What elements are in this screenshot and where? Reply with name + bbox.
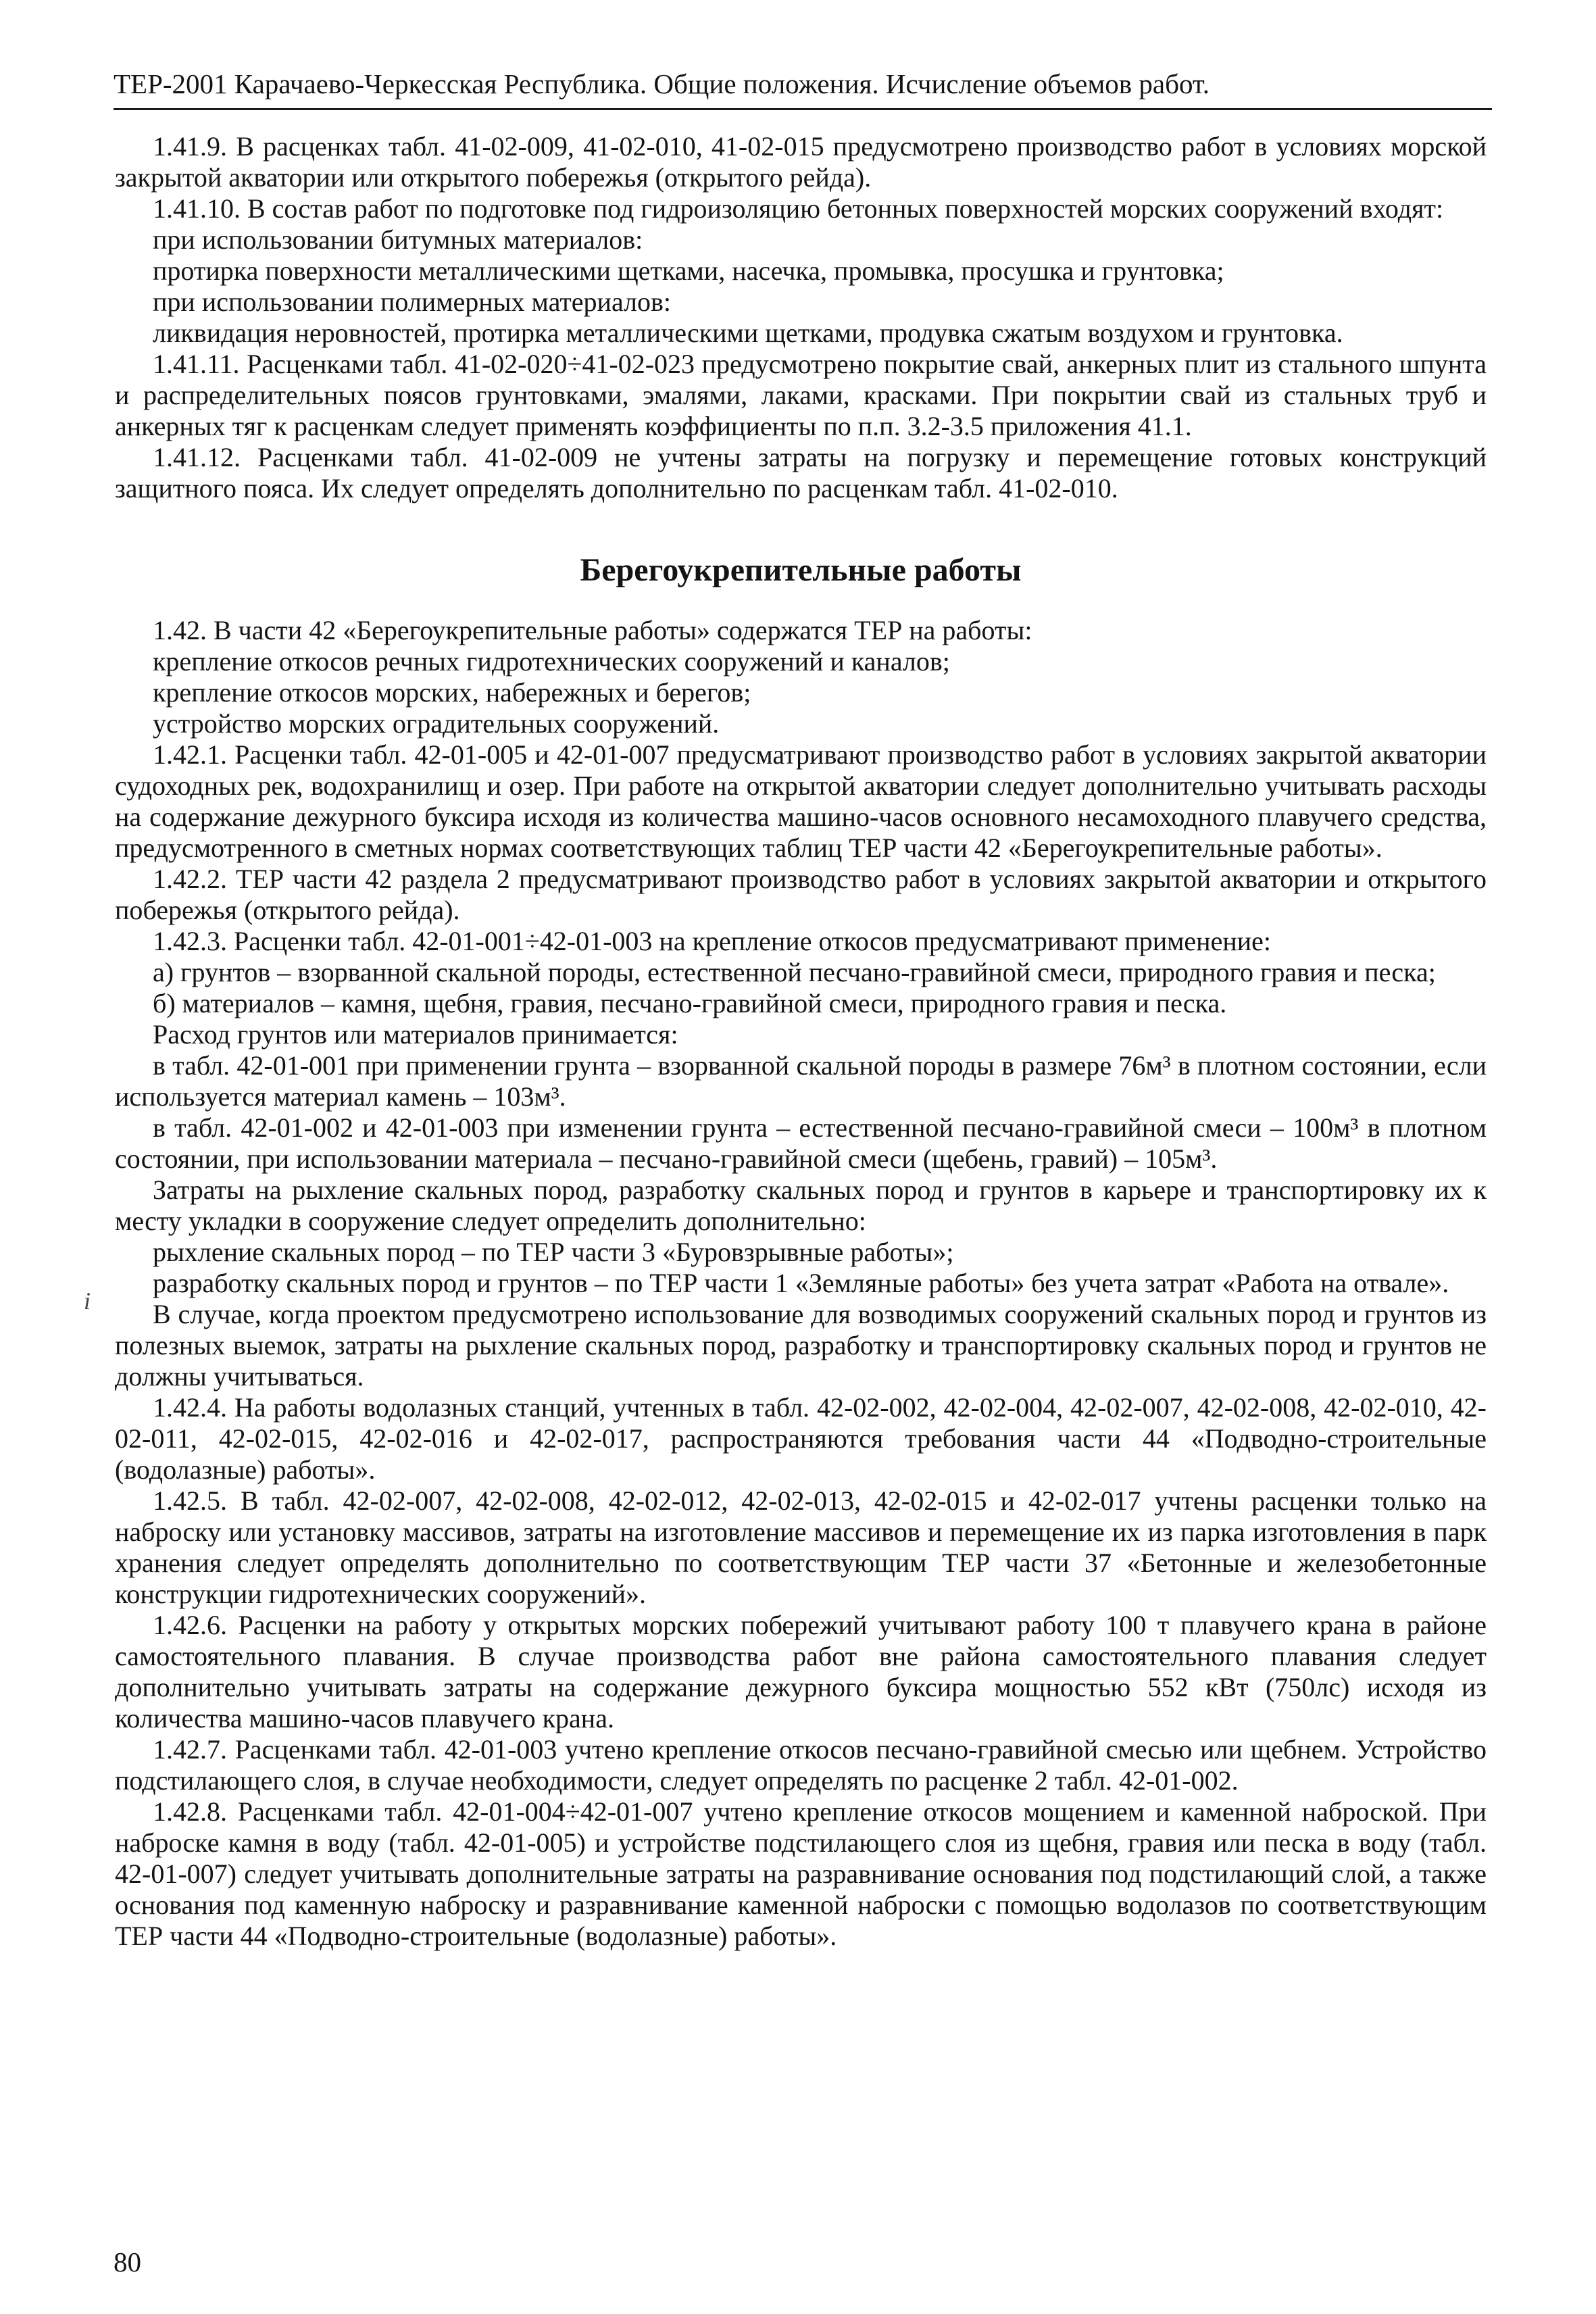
paragraph: при использовании битумных материалов: <box>153 224 643 255</box>
paragraph: 1.41.9. В расценках табл. 41-02-009, 41-02-010, 41-02-015 предусмотрено производство работ в условиях морской закрытой акватории или открытого побережья (открытого рейда). <box>115 131 1487 193</box>
paragraph: Расход грунтов или материалов принимается: <box>153 1019 678 1050</box>
paragraph: В случае, когда проектом предусмотрено использование для возводимых сооружений скальных пород и грунтов из полезных выемок, затраты на рыхление скальных пород, разработку и транспортировку скальных пород и грунтов не должны учитываться. <box>115 1299 1487 1392</box>
paragraph: 1.41.11. Расценками табл. 41-02-020÷41-02-023 предусмотрено покрытие свай, анкерных плит из стального шпунта и распределительных поясов грунтовками, эмалями, лаками, красками. При покрытии свай из стальных труб и анкерных тяг к расценкам следует применять коэффициенты по п.п. 3.2-3.5 приложения 41.1. <box>115 349 1487 441</box>
paragraph: 1.42.8. Расценками табл. 42-01-004÷42-01-007 учтено крепление откосов мощением и каменной наброской. При наброске камня в воду (табл. 42-01-005) и устройстве подстилающего слоя из щебня, гравия или песка в воду (табл. 42-01-007) следует учитывать дополнительные затраты на разравнивание основания под подстилающий слой, а также основания под каменную наброску и разравнивание каменной наброски с помощью водолазов по соответствующим ТЕР части 44 «Подводно-строительные (водолазные) работы». <box>115 1796 1487 1951</box>
paragraph: 1.42.7. Расценками табл. 42-01-003 учтено крепление откосов песчано-гравийной смесью или щебнем. Устройство подстилающего слоя, в случае необходимости, следует определять по расценке 2 табл. 42-01-002. <box>115 1734 1487 1796</box>
page-header: ТЕР-2001 Карачаево-Черкесская Республика. Общие положения. Исчисление объемов работ. <box>114 68 1210 99</box>
paragraph: 1.42.5. В табл. 42-02-007, 42-02-008, 42-02-012, 42-02-013, 42-02-015 и 42-02-017 учтены расценки только на наброску или установку массивов, затраты на изготовление массивов и перемещение их из парка изготовления в парк хранения следует определять дополнительно по соответствующим ТЕР части 37 «Бетонные и железобетонные конструкции гидротехнических сооружений». <box>115 1485 1487 1609</box>
paragraph: 1.42.1. Расценки табл. 42-01-005 и 42-01-007 предусматривают производство работ в условиях закрытой акватории судоходных рек, водохранилищ и озер. При работе на открытой акватории следует дополнительно учитывать расходы на содержание дежурного буксира исходя из количества машино-часов основного несамоходного плавучего средства, предусмотренного в сметных нормах соответствующих таблиц ТЕР части 42 «Берегоукрепительные работы». <box>115 739 1487 863</box>
paragraph: 1.42.2. ТЕР части 42 раздела 2 предусматривают производство работ в условиях закрытой акватории и открытого побережья (открытого рейда). <box>115 864 1487 925</box>
paragraph: при использовании полимерных материалов: <box>153 287 672 317</box>
paragraph: а) грунтов – взорванной скальной породы, естественной песчано-гравийной смеси, природного гравия и песка; <box>153 957 1436 987</box>
paragraph: б) материалов – камня, щебня, гравия, песчано-гравийной смеси, природного гравия и песка. <box>153 988 1227 1018</box>
paragraph: 1.41.12. Расценками табл. 41-02-009 не учтены затраты на погрузку и перемещение готовых конструкций защитного пояса. Их следует определять дополнительно по расценкам табл. 41-02-010. <box>115 442 1487 503</box>
paragraph: в табл. 42-01-001 при применении грунта – взорванной скальной породы в размере 76м³ в плотном состоянии, если используется материал камень – 103м³. <box>115 1050 1487 1112</box>
paragraph: разработку скальных пород и грунтов – по ТЕР части 1 «Земляные работы» без учета затрат «Работа на отвале». <box>153 1268 1449 1298</box>
paragraph: Затраты на рыхление скальных пород, разработку скальных пород и грунтов в карьере и транспортировку их к месту укладки в сооружение следует определить дополнительно: <box>115 1175 1487 1236</box>
paragraph: ликвидация неровностей, протирка металлическими щетками, продувка сжатым воздухом и грунтовка. <box>153 318 1343 348</box>
paragraph: 1.42. В части 42 «Берегоукрепительные работы» содержатся ТЕР на работы: <box>153 615 1032 645</box>
paragraph: крепление откосов речных гидротехнических сооружений и каналов; <box>153 646 950 676</box>
paragraph: 1.42.4. На работы водолазных станций, учтенных в табл. 42-02-002, 42-02-004, 42-02-007, 42-02-008, 42-02-010, 42-02-011, 42-02-015, 42-02-016 и 42-02-017, распространяются требования части 44 «Подводно-строительные (водолазные) работы». <box>115 1392 1487 1485</box>
paragraph: в табл. 42-01-002 и 42-01-003 при изменении грунта – естественной песчано-гравийной смеси – 100м³ в плотном состоянии, при использовании материала – песчано-гравийной смеси (щебень, гравий) – 105м³. <box>115 1112 1487 1174</box>
paragraph: 1.41.10. В состав работ по подготовке под гидроизоляцию бетонных поверхностей морских сооружений входят: <box>153 193 1444 224</box>
page-number: 80 <box>114 2246 141 2278</box>
section-title: Берегоукрепительные работы <box>580 552 1022 588</box>
header-rule <box>114 108 1492 110</box>
paragraph: 1.42.6. Расценки на работу у открытых морских побережий учитывают работу 100 т плавучего крана в районе самостоятельного плавания. В случае производства работ вне района самостоятельного плавания следует дополнительно учитывать затраты на содержание дежурного буксира мощностью 552 кВт (750лс) исходя из количества машино-часов плавучего крана. <box>115 1610 1487 1733</box>
paragraph: 1.42.3. Расценки табл. 42-01-001÷42-01-003 на крепление откосов предусматривают применение: <box>153 926 1271 956</box>
page-content <box>115 131 1487 1952</box>
paragraph: протирка поверхности металлическими щетками, насечка, промывка, просушка и грунтовка; <box>153 255 1224 286</box>
margin-mark: i <box>84 1287 91 1314</box>
paragraph: устройство морских оградительных сооружений. <box>153 708 720 739</box>
paragraph: рыхление скальных пород – по ТЕР части 3 «Буровзрывные работы»; <box>153 1237 954 1267</box>
paragraph: крепление откосов морских, набережных и берегов; <box>153 677 751 708</box>
